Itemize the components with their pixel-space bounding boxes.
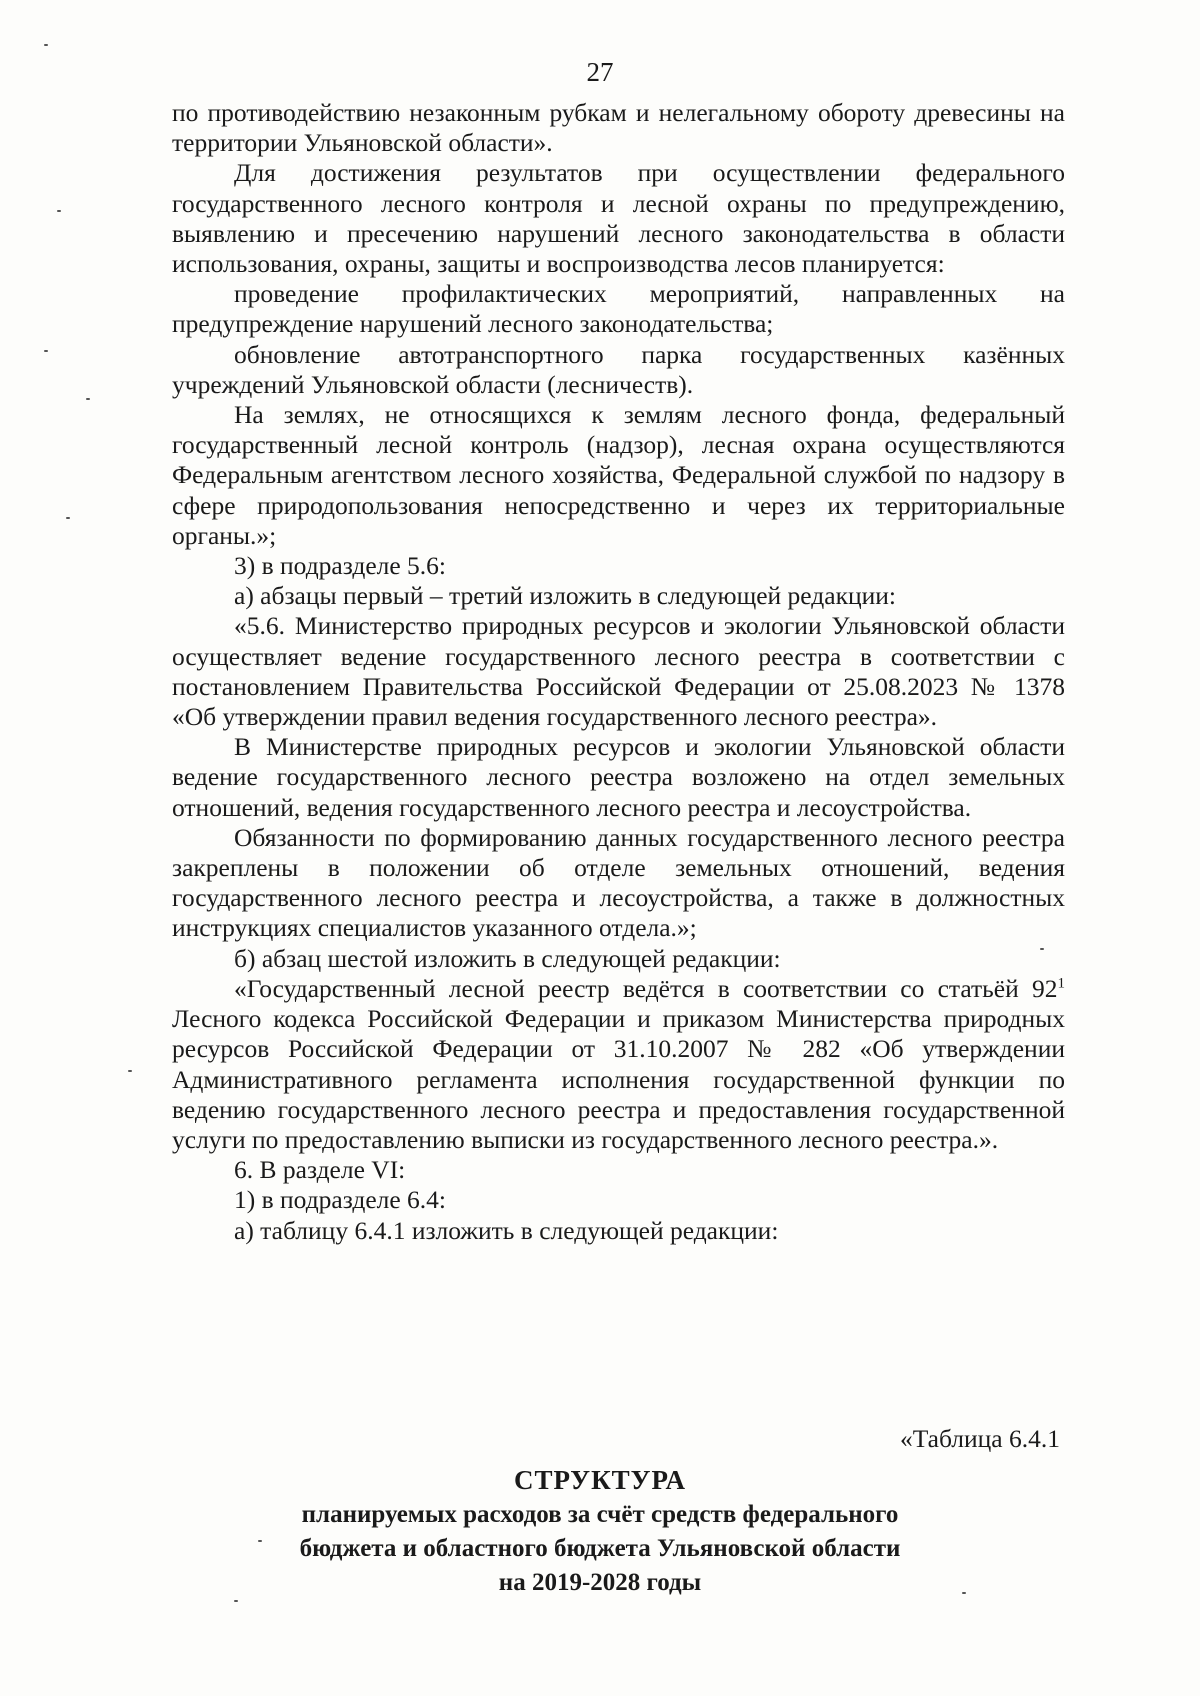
paragraph-rest: Лесного кодекса Российской Федерации и приказом Министерства природных ресурсов Российской Федерации от 31.10.2007 № 282 «Об утверждении Административного регламента исполнения государственной функции по ведению государственного лесного реестра и предоставления государственной услуги по предоставлению выписки из государственного лесного реестра.». <box>172 1004 1065 1154</box>
table-label: «Таблица 6.4.1 <box>899 1424 1060 1453</box>
paragraph-with-article-ref <box>172 974 1065 1155</box>
heading-line: бюджета и областного бюджета Ульяновской области <box>299 1535 901 1562</box>
paragraph: б) абзац шестой изложить в следующей редакции: <box>234 943 781 973</box>
heading-title: СТРУКТУРА <box>513 1465 687 1495</box>
scan-speck <box>86 398 90 400</box>
page-number: 27 <box>586 57 614 87</box>
scan-speck <box>234 1600 238 1602</box>
paragraph-start: «Государственный лесной реестр ведётся в соответствии со статьёй 92 <box>234 973 1058 1003</box>
scan-speck <box>44 350 48 352</box>
paragraph: 1) в подразделе 6.4: <box>234 1185 447 1215</box>
body-text <box>172 98 1065 1246</box>
scan-speck <box>962 1592 966 1594</box>
paragraph: по противодействию незаконным рубкам и нелегальному обороту древесины на территории Ульяновской области». <box>172 98 1065 158</box>
paragraph: «5.6. Министерство природных ресурсов и экологии Ульяновской области осуществляет ведение государственного лесного реестра в соответствии с постановлением Правительства Российской Федерации от 25.08.2023 № 1378 «Об утверждении правил ведения государственного лесного реестра». <box>172 611 1065 732</box>
paragraph: проведение профилактических мероприятий, направленных на предупреждение нарушений лесного законодательства; <box>172 279 1065 339</box>
scan-speck <box>66 517 70 519</box>
paragraph: На землях, не относящихся к землям лесного фонда, федеральный государственный лесной контроль (надзор), лесная охрана осуществляются Федеральным агентством лесного хозяйства, Федеральной службой по надзору в сфере природопользования непосредственно и через их территориальные органы.»; <box>172 400 1065 550</box>
paragraph: а) таблицу 6.4.1 изложить в следующей редакции: <box>234 1215 779 1245</box>
scan-speck <box>258 1540 262 1542</box>
scan-speck <box>128 1070 132 1072</box>
heading-line: на 2019-2028 годы <box>498 1569 702 1596</box>
article-superscript: 1 <box>1057 975 1065 992</box>
paragraph: 3) в подразделе 5.6: <box>234 551 447 581</box>
table-heading <box>150 1462 1050 1600</box>
scan-speck <box>44 44 48 46</box>
heading-line: планируемых расходов за счёт средств федерального <box>301 1501 899 1528</box>
paragraph: обновление автотранспортного парка государственных казённых учреждений Ульяновской области (лесничеств). <box>172 339 1065 399</box>
paragraph: 6. В разделе VI: <box>234 1155 406 1185</box>
paragraph: Обязанности по формированию данных государственного лесного реестра закреплены в положении об отделе земельных отношений, ведения государственного лесного реестра и лесоустройства, а также в должностных инструкциях специалистов указанного отдела.»; <box>172 822 1065 943</box>
paragraph: Для достижения результатов при осуществлении федерального государственного лесного контроля и лесной охраны по предупреждению, выявлению и пресечению нарушений лесного законодательства в области использования, охраны, защиты и воспроизводства лесов планируется: <box>172 158 1065 279</box>
paragraph: а) абзацы первый – третий изложить в следующей редакции: <box>234 581 896 611</box>
scan-speck <box>1040 948 1044 950</box>
paragraph: В Министерстве природных ресурсов и экологии Ульяновской области ведение государственного лесного реестра возложено на отдел земельных отношений, ведения государственного лесного реестра и лесоустройства. <box>172 732 1065 822</box>
scan-speck <box>57 210 61 212</box>
